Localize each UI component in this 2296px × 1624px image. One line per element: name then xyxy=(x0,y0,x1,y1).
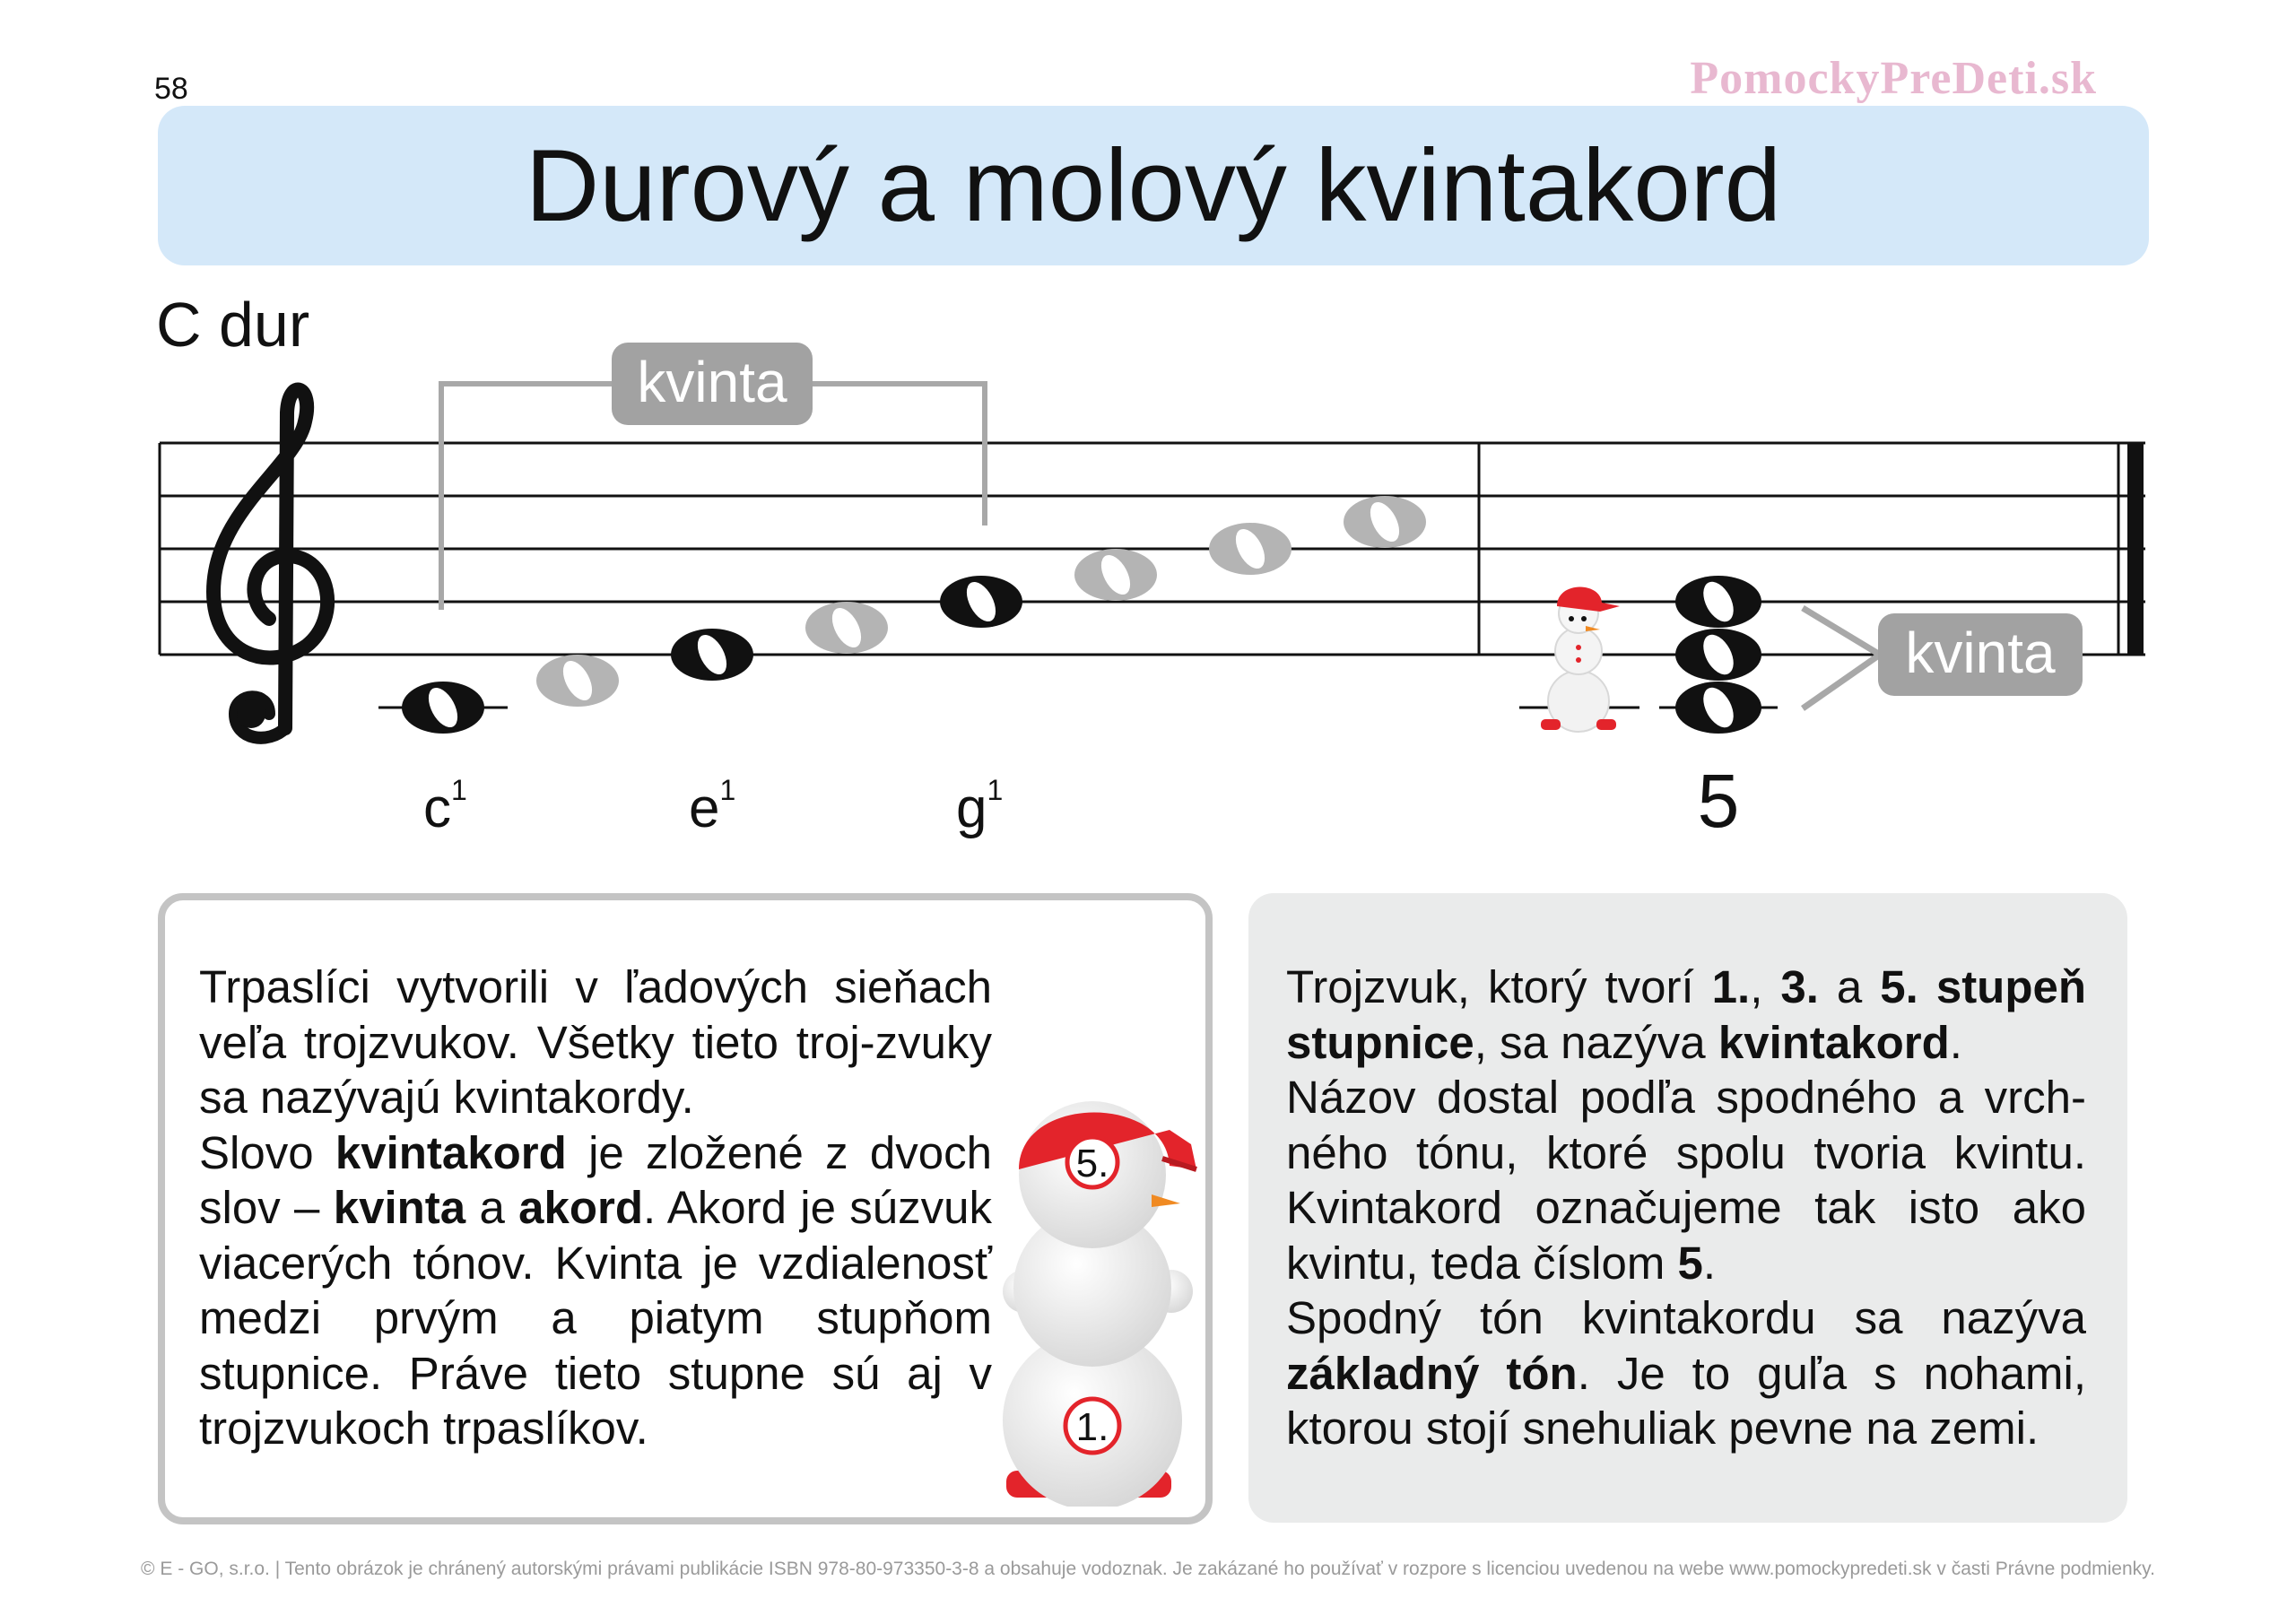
snowman-large-icon xyxy=(987,1076,1202,1507)
info-paragraph-1: Trojzvuk, ktorý tvorí 1., 3. a 5. stupeň stupnice, sa nazýva kvintakord. xyxy=(1286,961,2086,1068)
copyright-footer: © E - GO, s.r.o. | Tento obrázok je chránený autorskými právami publikácie ISBN 978-80-973350-3-8 a obsahuje vodoznak. Je zakázané ho používať v rozpore s licenciou uvedenou na webe www.pomockypredeti.sk v časti Právne podmienky. xyxy=(141,1559,2155,1579)
info-paragraph-2: Názov dostal podľa spodného a vrch-ného tónu, ktoré spolu tvoria kvintu. Kvintakord označujeme tak isto ako kvintu, teda číslom 5. xyxy=(1286,1072,2086,1289)
snowman-small-icon xyxy=(1519,586,1639,732)
note-f1 xyxy=(805,602,888,654)
svg-text:5.: 5. xyxy=(1075,1142,1109,1185)
svg-text:1.: 1. xyxy=(1075,1405,1109,1449)
note-c2 xyxy=(1344,496,1426,548)
page-title: Durový a molový kvintakord xyxy=(525,128,1782,243)
page-number: 58 xyxy=(154,72,188,106)
note-d1 xyxy=(536,655,619,707)
note-a1 xyxy=(1074,549,1157,601)
story-paragraph-1: Trpaslíci vytvorili v ľadových sieňach veľa trojzvukov. Všetky tieto troj-zvuky sa nazývajú kvintakordy. xyxy=(199,961,992,1123)
note-e1 xyxy=(671,629,753,681)
note-label-e1: $e^1$ xyxy=(689,774,736,839)
key-label: C dur xyxy=(156,290,310,360)
chord-number: 5 xyxy=(1697,759,1740,843)
scale-notes xyxy=(378,496,1426,734)
note-h1 xyxy=(1209,523,1292,575)
chord-interval-bracket-icon xyxy=(1803,608,1880,708)
interval-label: kvinta xyxy=(637,350,787,414)
story-text xyxy=(199,960,992,1456)
note-c1 xyxy=(402,682,484,734)
chord-interval-label: kvinta xyxy=(1905,621,2056,685)
final-barline-thick xyxy=(2127,443,2144,655)
note-g1 xyxy=(940,576,1022,628)
staff-lines xyxy=(160,443,2145,655)
chord-c-dur xyxy=(1659,576,1778,734)
note-label-g1: $g^1$ xyxy=(956,774,1004,839)
note-label-c1: $c^1$ xyxy=(423,774,467,839)
story-paragraph-2: Slovo kvintakord je zložené z dvoch slov – kvinta a akord. Akord je súzvuk viacerých tónov. Kvinta je vzdialenosť medzi prvým a piatym stupňom stupnice. Práve tieto stupne sú aj v trojzvukoch trpaslíkov. xyxy=(199,1126,993,1454)
info-text xyxy=(1286,960,2086,1456)
brand-logo: PomockyPreDeti.sk xyxy=(1690,53,2097,104)
info-paragraph-3: Spodný tón kvintakordu sa nazýva základný tón. Je to guľa s nohami, ktorou stojí snehuliak pevne na zemi. xyxy=(1286,1292,2087,1454)
